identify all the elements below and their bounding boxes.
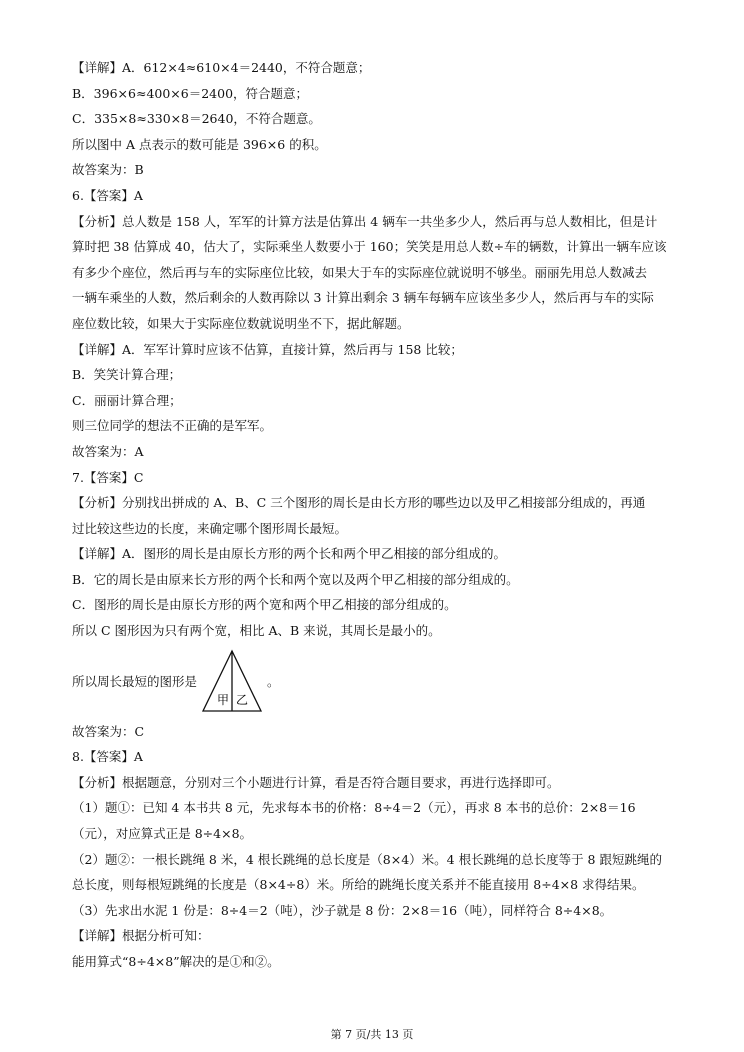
text-line: 一辆车乘坐的人数，然后剩余的人数再除以 3 计算出剩余 3 辆车每辆车应该坐多少人，然后再与车的实际 <box>72 290 654 306</box>
text-line: 【详解】A．图形的周长是由原长方形的两个长和两个甲乙相接的部分组成的。 <box>72 546 507 562</box>
text-line: 【分析】总人数是 158 人，军军的计算方法是估算出 4 辆车一共坐多少人，然后再与总人数相比，但是计 <box>72 213 658 229</box>
text-line: 过比较这些边的长度，来确定哪个图形周长最短。 <box>72 520 348 536</box>
text-line: 7.【答案】C <box>72 469 144 485</box>
text-line: 故答案为：B <box>72 162 144 178</box>
text-line: 8.【答案】A <box>72 749 143 765</box>
text-line: 则三位同学的想法不正确的是军军。 <box>72 418 273 434</box>
triangle-right-label: 乙 <box>236 692 249 707</box>
text-line: 算时把 38 估算成 40，估大了，实际乘坐人数要小于 160；笑笑是用总人数÷车的辆数，计算出一辆车应该 <box>72 239 667 255</box>
text-block-bottom <box>72 719 672 975</box>
text-line: （2）题②：一根长跳绳 8 米，4 根长跳绳的总长度是（8×4）米。4 根长跳绳的总长度等于 8 跟短跳绳的 <box>72 851 662 867</box>
triangle-figure-svg <box>201 649 263 713</box>
text-line: 总长度，则每根短跳绳的长度是（8×4÷8）米。所给的跳绳长度关系并不能直接用 8÷4×8 求得结果。 <box>72 877 645 893</box>
text-line: 6.【答案】A <box>72 187 143 203</box>
page-footer: 第 7 页/共 13 页 <box>330 1028 414 1041</box>
text-line: 故答案为：A <box>72 443 144 459</box>
answer-figure-row <box>72 646 672 716</box>
text-line: （元），对应算式正是 8÷4×8。 <box>72 826 253 842</box>
text-line: 座位数比较，如果大于实际座位数就说明坐不下，据此解题。 <box>72 315 410 331</box>
text-line: C．335×8≈330×8＝2640，不符合题意。 <box>72 111 321 127</box>
text-line: （3）先求出水泥 1 份是：8÷4＝2（吨），沙子就是 8 份：2×8＝16（吨），同样符合 8÷4×8。 <box>72 902 613 918</box>
text-line: 故答案为：C <box>72 723 145 739</box>
text-line: B．它的周长是由原来长方形的两个长和两个宽以及两个甲乙相接的部分组成的。 <box>72 571 519 587</box>
text-line: C．丽丽计算合理； <box>72 392 182 408</box>
figure-caption-end: 。 <box>267 673 280 689</box>
text-line: 【详解】根据分析可知： <box>72 928 210 944</box>
text-line: 【分析】分别找出拼成的 A、B、C 三个图形的周长是由长方形的哪些边以及甲乙相接部分组成的，再通 <box>72 495 646 511</box>
text-line: （1）题①：已知 4 本书共 8 元，先求每本书的价格：8÷4＝2（元），再求 8 本书的总价：2×8＝16 <box>72 800 636 816</box>
text-line: 【详解】A．612×4≈610×4＝2440，不符合题意； <box>72 60 371 75</box>
text-line: 【分析】根据题意，分别对三个小题进行计算，看是否符合题目要求，再进行选择即可。 <box>72 774 560 790</box>
text-line: 有多少个座位，然后再与车的实际座位比较，如果大于车的实际座位就说明不够坐。丽丽先用总人数减去 <box>72 264 648 280</box>
triangle-figure <box>201 649 263 713</box>
text-line: 能用算式“8÷4×8”解决的是①和②。 <box>72 954 280 969</box>
figure-caption: 所以周长最短的图形是 <box>72 673 198 689</box>
text-block-top <box>72 55 672 644</box>
text-line: B．396×6≈400×6＝2400，符合题意； <box>72 85 309 101</box>
triangle-left-label: 甲 <box>217 692 230 707</box>
text-line: 【详解】A．军军计算时应该不估算，直接计算，然后再与 158 比较； <box>72 341 463 357</box>
text-line: B．笑笑计算合理； <box>72 367 182 383</box>
page-content <box>72 55 672 975</box>
text-line: 所以 C 图形因为只有两个宽，相比 A、B 来说，其周长是最小的。 <box>72 623 441 639</box>
text-line: 所以图中 A 点表示的数可能是 396×6 的积。 <box>72 136 327 152</box>
text-line: C．图形的周长是由原长方形的两个宽和两个甲乙相接的部分组成的。 <box>72 597 457 613</box>
